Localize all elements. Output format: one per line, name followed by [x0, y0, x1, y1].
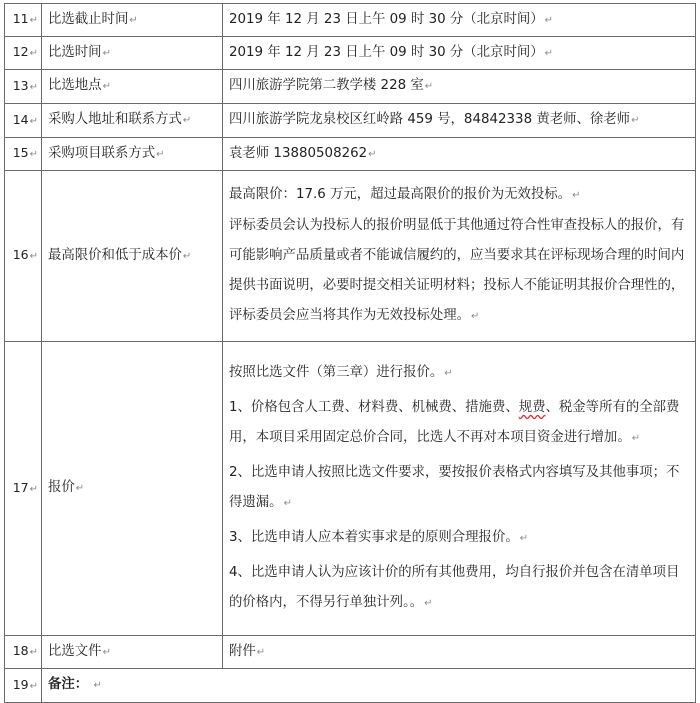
quote-item-1: 1、价格包含人工费、材料费、机械费、措施费、规费、税金等所有的全部费用，本项目采用固定总价合同，比选人不再对本项目资金进行增加。↵ — [229, 400, 680, 445]
row-number: 15↵ — [5, 138, 42, 171]
bid-info-table — [4, 3, 696, 703]
row-label: 采购项目联系方式↵ — [42, 138, 223, 171]
quote-intro-paragraph: 按照比选文件（第三章）进行报价。↵ — [229, 365, 453, 380]
row-label: 比选时间↵ — [42, 37, 223, 70]
table-row — [5, 4, 696, 37]
price-cap-paragraph: 最高限价：17.6 万元，超过最高限价的报价为无效投标。↵ — [229, 187, 581, 202]
row-label: 比选地点↵ — [42, 70, 223, 104]
table-row — [5, 70, 696, 104]
row-label: 最高限价和低于成本价↵ — [42, 171, 223, 342]
spellcheck-underlined-word: 规费 — [518, 400, 546, 415]
table-row — [5, 104, 696, 138]
row-value — [223, 342, 696, 636]
row-label: 采购人地址和联系方式↵ — [42, 104, 223, 138]
row-number: 17↵ — [5, 342, 42, 636]
row-number: 19↵ — [5, 669, 42, 703]
row-value — [223, 171, 696, 342]
row-label: 比选文件↵ — [42, 636, 223, 669]
row-number: 12↵ — [5, 37, 42, 70]
low-price-paragraph: 评标委员会认为投标人的报价明显低于其他通过符合性审查投标人的报价，有可能影响产品质量或者不能诚信履约的，应当要求其在评标现场合理的时间内提供书面说明，必要时提交相关证明材料；投标人不能证明其报价合理性的，评标委员会应当将其作为无效投标处理。↵ — [229, 218, 685, 323]
quote-item-2: 2、比选申请人按照比选文件要求，要按报价表格式内容填写及其他事项；不得遗漏。↵ — [229, 465, 680, 510]
row-value: 四川旅游学院第二教学楼 228 室↵ — [223, 70, 696, 104]
row-number: 16↵ — [5, 171, 42, 342]
row-number: 18↵ — [5, 636, 42, 669]
row-number: 11↵ — [5, 4, 42, 37]
quote-item-3: 3、比选申请人应本着实事求是的原则合理报价。↵ — [229, 530, 529, 545]
table-row — [5, 669, 696, 703]
row-number: 14↵ — [5, 104, 42, 138]
row-value: 2019 年 12 月 23 日上午 09 时 30 分（北京时间）↵ — [223, 37, 696, 70]
row-value: 附件↵ — [223, 636, 696, 669]
row-label: 报价↵ — [42, 342, 223, 636]
table-row — [5, 342, 696, 636]
table-row — [5, 138, 696, 171]
row-number: 13↵ — [5, 70, 42, 104]
remarks-label: 备注： — [48, 677, 89, 692]
row-value: 四川旅游学院龙泉校区红岭路 459 号，84842338 黄老师、徐老师↵ — [223, 104, 696, 138]
row-value: 2019 年 12 月 23 日上午 09 时 30 分（北京时间）↵ — [223, 4, 696, 37]
remarks-cell: 备注： ↵ — [42, 669, 696, 703]
row-value: 袁老师 13880508262↵ — [223, 138, 696, 171]
table-row — [5, 636, 696, 669]
table-row — [5, 37, 696, 70]
row-label: 比选截止时间↵ — [42, 4, 223, 37]
quote-item-4: 4、比选申请人认为应该计价的所有其他费用，均自行报价并包含在清单项目的价格内，不得另行单独计列。。↵ — [229, 565, 680, 610]
table-row — [5, 171, 696, 342]
